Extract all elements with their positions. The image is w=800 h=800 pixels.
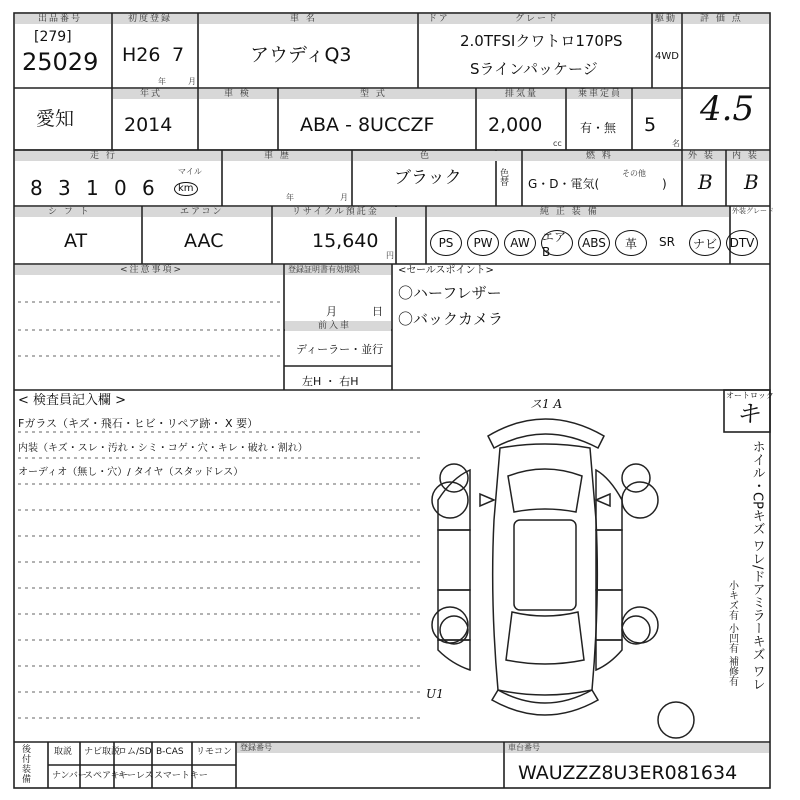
steering-value: 左H ・ 右H bbox=[302, 375, 359, 388]
label-reg-no: 登録番号 bbox=[240, 743, 272, 752]
label-fuel: 燃 料 bbox=[586, 151, 613, 161]
equipment-pw: PW bbox=[467, 230, 499, 256]
inspector-legend: ホイル・CPキズ ワレ/ドアミラーキズ ワレ bbox=[749, 440, 765, 691]
label-first-reg: 初度登録 bbox=[128, 14, 173, 24]
label-history: 車 歴 bbox=[264, 151, 291, 161]
mileage-digit-5: 6 bbox=[142, 176, 155, 200]
drive-type: 4WD bbox=[655, 51, 679, 62]
label-capacity: 乗車定員 bbox=[578, 89, 623, 99]
sales-point-1: 〇ハーフレザー bbox=[398, 284, 502, 302]
label-exterior: 外 装 bbox=[688, 151, 715, 161]
color-change-label: 色替 bbox=[500, 169, 510, 188]
recycle-yen: 円 bbox=[386, 251, 394, 260]
mileage-digit-1: 8 bbox=[30, 176, 43, 200]
inspector-line-1: Fガラス（キズ・飛石・ヒビ・リペア跡・ X 要） bbox=[18, 417, 259, 430]
first-reg-era: H26 bbox=[122, 44, 161, 66]
reg-month: 月 bbox=[326, 305, 337, 318]
reg-day: 日 bbox=[372, 305, 383, 318]
exterior-grade: B bbox=[698, 170, 713, 194]
displacement-unit: cc bbox=[553, 139, 562, 148]
mileage-digit-3: 1 bbox=[86, 176, 99, 200]
lot-bracket: [279] bbox=[34, 29, 72, 45]
label-reg-expiry: 登録証明書有効期限 bbox=[288, 265, 360, 274]
label-displacement: 排気量 bbox=[505, 89, 539, 99]
label-auto-grade: 外装グレード bbox=[732, 207, 774, 215]
equipment-エアb: エアB bbox=[541, 230, 573, 256]
prev-entry-value: ディーラー・並行 bbox=[296, 343, 384, 356]
label-aircon: エアコン bbox=[180, 207, 224, 217]
footer-r1-c5: リモコン bbox=[196, 747, 233, 757]
mileage-digit-2: 3 bbox=[58, 176, 71, 200]
label-prev-entry: 前入車 bbox=[318, 321, 352, 331]
mileage-unit-mile: マイル bbox=[178, 167, 202, 176]
grade-line-1: 2.0TFSIクワトロ170PS bbox=[460, 32, 623, 50]
footer-r2-c2: スペアキー bbox=[84, 771, 129, 781]
label-inspection: 車 検 bbox=[224, 89, 251, 99]
footer-r2-c3: キーレス bbox=[118, 771, 154, 781]
score-value: 4.5 bbox=[700, 89, 755, 129]
ownership: 有・無 bbox=[580, 121, 617, 135]
diagram-mark-u: U1 bbox=[426, 687, 444, 701]
label-color: 色 bbox=[420, 151, 432, 161]
lot-number: 25029 bbox=[22, 48, 99, 76]
fuel-options: G・D・電気( bbox=[528, 177, 600, 191]
equipment-ps: PS bbox=[430, 230, 462, 256]
capacity-unit: 名 bbox=[672, 139, 680, 148]
label-interior: 内 装 bbox=[732, 151, 759, 161]
label-model-type: 型 式 bbox=[360, 89, 387, 99]
color-value: ブラック bbox=[394, 168, 462, 188]
footer-r2-c1: ナンバー bbox=[52, 771, 87, 781]
label-mileage: 走 行 bbox=[90, 151, 117, 161]
label-grade: グレード bbox=[515, 14, 560, 24]
model-name: アウディQ3 bbox=[250, 44, 352, 66]
footer-side-label: 後付装備 bbox=[22, 745, 32, 785]
footer-r2-c4: スマートキー bbox=[154, 771, 208, 781]
equipment-sr: SR bbox=[659, 235, 675, 249]
label-autolock: オートロック bbox=[726, 391, 774, 400]
label-model-year: 年式 bbox=[140, 89, 163, 99]
displacement: 2,000 bbox=[488, 114, 543, 136]
shift-value: AT bbox=[64, 230, 88, 252]
aircon-value: AAC bbox=[184, 230, 224, 252]
recycle-fee: 15,640 bbox=[312, 230, 379, 252]
mileage-unit-km: km bbox=[174, 182, 198, 196]
label-inspector: < 検査員記入欄 > bbox=[18, 393, 127, 408]
footer-r1-c3: ロム/SD bbox=[118, 747, 152, 757]
equipment-aw: AW bbox=[504, 230, 536, 256]
first-reg-month-unit: 月 bbox=[188, 77, 196, 86]
label-recycle: リサイクル預託金 bbox=[292, 207, 379, 217]
equipment-ナビ: ナビ bbox=[689, 230, 721, 256]
label-model-name: 車 名 bbox=[290, 14, 317, 24]
mileage-digit-4: 0 bbox=[114, 176, 127, 200]
label-notes: <注意事項> bbox=[120, 265, 184, 275]
label-equipment: 純 正 装 備 bbox=[540, 207, 599, 217]
first-reg-month: 7 bbox=[172, 44, 185, 66]
fuel-close: ) bbox=[662, 177, 667, 191]
label-doors: ドア bbox=[428, 14, 450, 24]
history-month-unit: 月 bbox=[340, 193, 348, 202]
label-shift: シ フ ト bbox=[48, 207, 91, 217]
label-exhibit-no: 出品番号 bbox=[38, 14, 83, 24]
model-year: 2014 bbox=[124, 114, 173, 136]
capacity: 5 bbox=[644, 114, 657, 136]
equipment-革: 革 bbox=[615, 230, 647, 256]
first-reg-year-unit: 年 bbox=[158, 77, 166, 86]
interior-grade: B bbox=[744, 170, 759, 194]
model-type: ABA - 8UCCZF bbox=[300, 114, 435, 136]
region: 愛知 bbox=[36, 108, 75, 130]
equipment-abs: ABS bbox=[578, 230, 610, 256]
footer-r1-c1: 取説 bbox=[54, 747, 73, 757]
inspector-line-2: 内装（キズ・スレ・汚れ・シミ・コゲ・穴・キレ・破れ・割れ） bbox=[18, 443, 308, 454]
chassis-number: WAUZZZ8U3ER081634 bbox=[518, 762, 738, 784]
history-year-unit: 年 bbox=[286, 193, 294, 202]
label-drive: 駆動 bbox=[655, 14, 678, 24]
grade-line-2: Sラインパッケージ bbox=[470, 60, 598, 78]
inspector-line-3: オーディオ（無し・穴）/ タイヤ（スタッドレス） bbox=[18, 467, 244, 478]
inspector-legend-2: 小キズ有 小凹有 補修有 bbox=[726, 580, 738, 687]
sales-point-2: 〇バックカメラ bbox=[398, 310, 504, 328]
label-sales-points: <セールスポイント> bbox=[398, 265, 494, 276]
label-score: 評 価 点 bbox=[700, 14, 743, 24]
footer-r1-c4: B-CAS bbox=[156, 747, 184, 757]
label-chassis-no: 車台番号 bbox=[508, 743, 540, 752]
fuel-other: その他 bbox=[622, 169, 646, 178]
footer-r1-c2: ナビ取説 bbox=[84, 747, 121, 757]
diagram-mark-a: ス1 A bbox=[530, 397, 563, 411]
equipment-dtv: DTV bbox=[726, 230, 758, 256]
autolock-mark: キ bbox=[736, 400, 760, 428]
